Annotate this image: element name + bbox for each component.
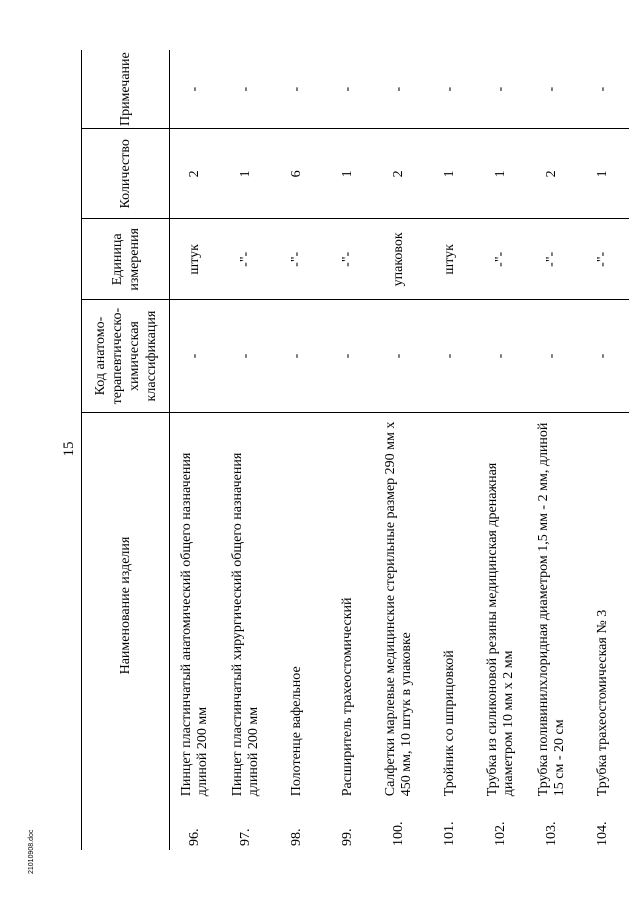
unit: штук bbox=[425, 219, 476, 300]
note: - bbox=[374, 50, 425, 129]
item-name: Полотенце вафельное bbox=[289, 666, 304, 797]
unit: -"- bbox=[476, 219, 527, 300]
header-unit: Единица измерения bbox=[82, 219, 170, 300]
page-number: 15 bbox=[61, 441, 77, 457]
document-file-code: 21010908.doc bbox=[28, 829, 35, 874]
table-row bbox=[272, 50, 323, 850]
atc-code: - bbox=[323, 300, 374, 413]
atc-code: - bbox=[170, 300, 221, 413]
quantity: 1 bbox=[476, 129, 527, 219]
quantity: 1 bbox=[578, 129, 629, 219]
table-row bbox=[323, 50, 374, 850]
table-header-row bbox=[82, 50, 170, 850]
atc-code: - bbox=[476, 300, 527, 413]
row-number: 99. bbox=[340, 828, 355, 846]
item-name: Пинцет пластинчатый хирургический общего назначения длиной 200 мм bbox=[230, 452, 261, 797]
item-name: Трубка поливинилхлоридная диаметром 1,5 мм - 2 мм, длиной 15 см - 20 см bbox=[536, 422, 567, 797]
unit: штук bbox=[170, 219, 221, 300]
item-name: Трубка из силиконовой резины медицинская дренажная диаметром 10 мм х 2 мм bbox=[485, 462, 516, 797]
item-name: Расширитель трахеостомический bbox=[340, 597, 355, 797]
quantity: 6 bbox=[272, 129, 323, 219]
row-number: 98. bbox=[289, 828, 304, 846]
item-name: Тройник со шприцовкой bbox=[442, 650, 457, 797]
row-number: 100. bbox=[391, 821, 406, 846]
atc-code: - bbox=[272, 300, 323, 413]
quantity: 1 bbox=[323, 129, 374, 219]
row-number: 101. bbox=[442, 821, 457, 846]
note: - bbox=[476, 50, 527, 129]
quantity: 2 bbox=[374, 129, 425, 219]
item-name: Трубка трахеостомическая № 3 bbox=[595, 609, 610, 797]
note: - bbox=[527, 50, 578, 129]
row-number: 103. bbox=[544, 821, 559, 846]
atc-code: - bbox=[374, 300, 425, 413]
row-number: 97. bbox=[238, 828, 253, 846]
unit: -"- bbox=[578, 219, 629, 300]
document-page bbox=[57, 50, 610, 850]
table-row bbox=[221, 50, 272, 850]
note: - bbox=[323, 50, 374, 129]
table-row bbox=[527, 50, 578, 850]
header-item-name: Наименование изделия bbox=[82, 412, 170, 798]
note: - bbox=[170, 50, 221, 129]
header-quantity: Количество bbox=[82, 129, 170, 219]
unit: -"- bbox=[323, 219, 374, 300]
item-name: Пинцет пластинчатый анатомический общего назначения длиной 200 мм bbox=[179, 452, 211, 797]
table-row bbox=[374, 50, 425, 850]
row-number: 96. bbox=[187, 828, 203, 846]
row-number: 104. bbox=[595, 821, 610, 846]
header-number bbox=[82, 798, 170, 850]
note: - bbox=[425, 50, 476, 129]
note: - bbox=[221, 50, 272, 129]
note: - bbox=[272, 50, 323, 129]
unit: упаковок bbox=[374, 219, 425, 300]
note: - bbox=[578, 50, 629, 129]
quantity: 2 bbox=[527, 129, 578, 219]
specification-table bbox=[81, 50, 629, 850]
table-row bbox=[476, 50, 527, 850]
quantity: 2 bbox=[170, 129, 221, 219]
atc-code: - bbox=[527, 300, 578, 413]
table-row bbox=[578, 50, 629, 850]
atc-code: - bbox=[578, 300, 629, 413]
unit: -"- bbox=[221, 219, 272, 300]
atc-code: - bbox=[221, 300, 272, 413]
header-note: Примечание bbox=[82, 50, 170, 129]
table-row bbox=[170, 50, 221, 850]
unit: -"- bbox=[272, 219, 323, 300]
row-number: 102. bbox=[493, 821, 508, 846]
quantity: 1 bbox=[425, 129, 476, 219]
atc-code: - bbox=[425, 300, 476, 413]
table-row bbox=[425, 50, 476, 850]
header-atc-code: Код анатомо-терапевтическо-химическая классификация bbox=[82, 300, 170, 413]
quantity: 1 bbox=[221, 129, 272, 219]
unit: -"- bbox=[527, 219, 578, 300]
item-name: Салфетки марлевые медицинские стерильные размер 290 мм х 450 мм, 10 штук в упаковке bbox=[383, 421, 414, 797]
